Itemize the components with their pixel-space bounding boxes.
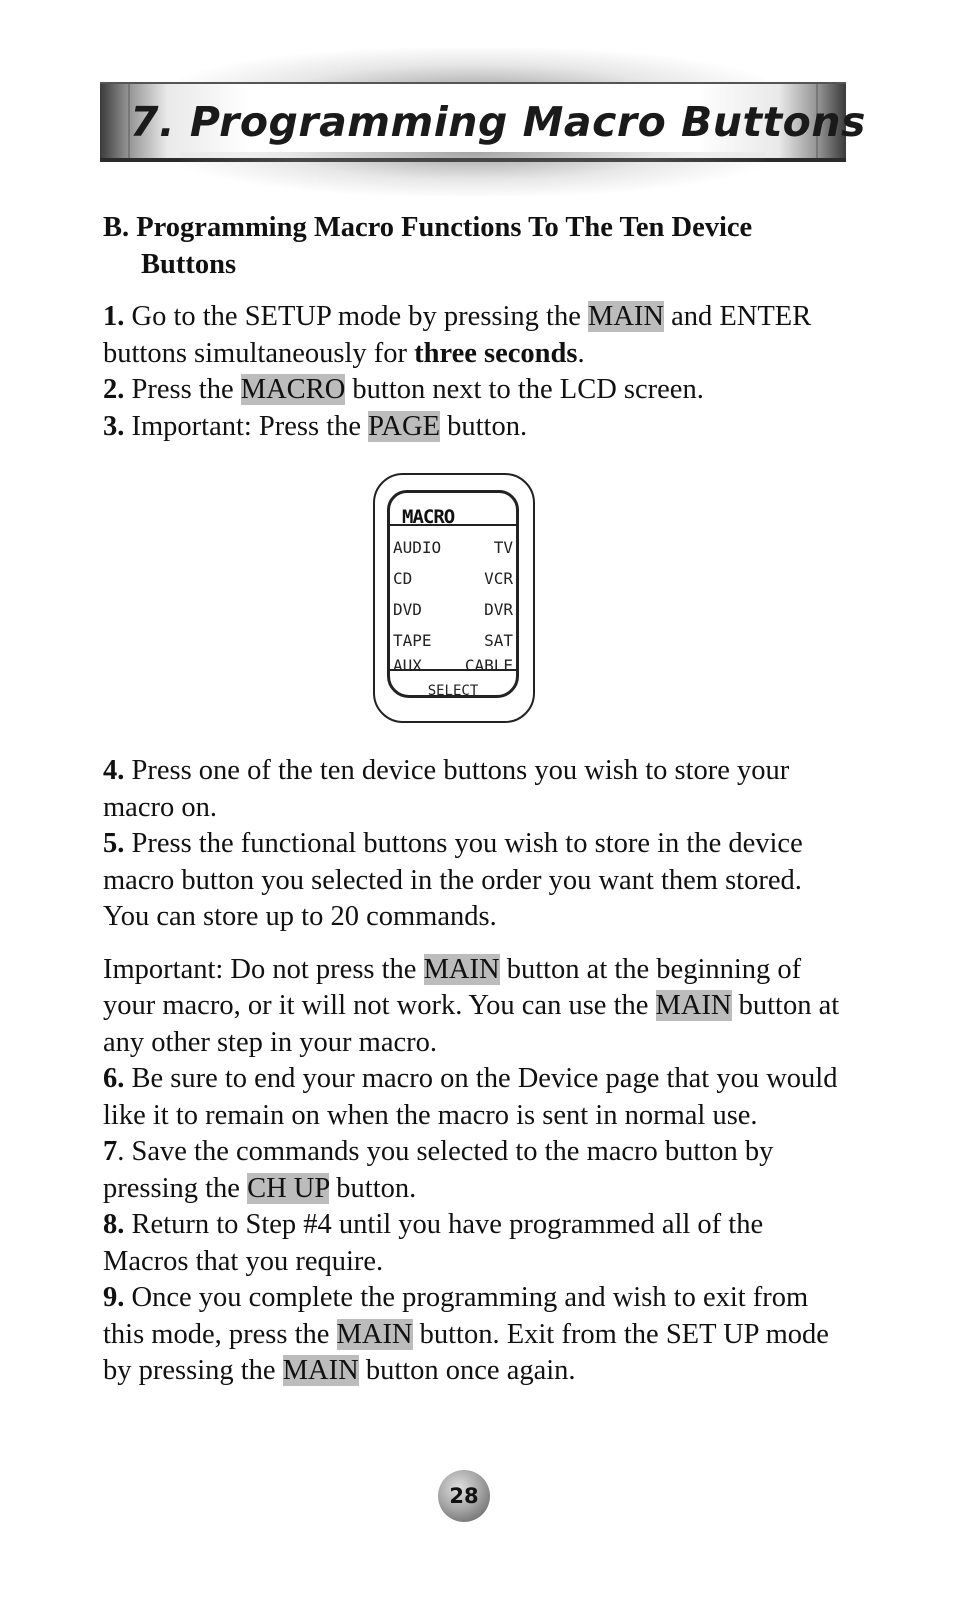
lcd-select-divider (390, 669, 516, 671)
lcd-illustration (103, 445, 843, 753)
main-button-label: MAIN (423, 953, 500, 985)
lcd-divider (390, 524, 516, 526)
main-button-label: MAIN (588, 301, 664, 332)
lcd-row: CD VCR (393, 569, 513, 588)
step-3: 3. Important: Press the PAGE button. (103, 410, 528, 442)
lcd-row: AUX CABLE (393, 656, 513, 675)
step-8: 8. Return to Step #4 until you have programmed all of the Macros that you require. (103, 1209, 764, 1277)
main-button-label: MAIN (655, 990, 732, 1021)
lcd-select-label: SELECT (427, 683, 479, 699)
main-button-label: MAIN (336, 1318, 413, 1350)
main-button-label: MAIN (282, 1355, 359, 1386)
step-2: 2. Press the MACRO button next to the LCD screen. (103, 374, 704, 405)
page-title: 7. Programming Macro Buttons (130, 98, 866, 146)
lcd-title: MACRO (402, 506, 455, 528)
lcd-row: AUDIO TV (393, 538, 513, 557)
banner-inner-frame (128, 84, 866, 158)
step-9: 9. Once you complete the programming and wish to exit from this mode, press the MAIN button. Exit from the SET UP mode by pressing the MAIN button once again. (103, 1282, 829, 1386)
page-button-label: PAGE (368, 410, 440, 442)
step-7: 7. Save the commands you selected to the macro button by pressing the CH UP button. (103, 1136, 774, 1204)
step-6: 6. Be sure to end your macro on the Device page that you would like it to remain on when the macro is sent in normal use. (103, 1063, 838, 1131)
step-5: 5. Press the functional buttons you wish to store in the device macro button you selected in the order you want them stored. You can store up to 20 commands. (103, 828, 803, 932)
lcd-screen (387, 490, 519, 698)
macro-button-label: MACRO (240, 374, 346, 405)
page-content (103, 210, 843, 1390)
section-heading: B. Programming Macro Functions To The Ten Device Buttons (103, 212, 753, 280)
lcd-row: DVD DVR (393, 600, 513, 619)
page-number: 28 (438, 1470, 490, 1522)
lcd-row: TAPE SAT (393, 631, 513, 650)
lcd-bezel (373, 473, 535, 723)
banner-bar (100, 82, 866, 162)
ch-up-button-label: CH UP (247, 1172, 330, 1204)
page-number-badge (438, 1470, 490, 1522)
step-4: 4. Press one of the ten device buttons you wish to store your macro on. (103, 755, 790, 823)
step-1: 1. Go to the SETUP mode by pressing the MAIN and ENTER buttons simultaneously for three seconds. (103, 301, 812, 369)
banner-shadow-bottom (180, 152, 766, 196)
title-banner (100, 48, 866, 196)
important-note: Important: Do not press the MAIN button at the beginning of your macro, or it will not work. You can use the MAIN button at any other step in your macro. (103, 953, 840, 1058)
